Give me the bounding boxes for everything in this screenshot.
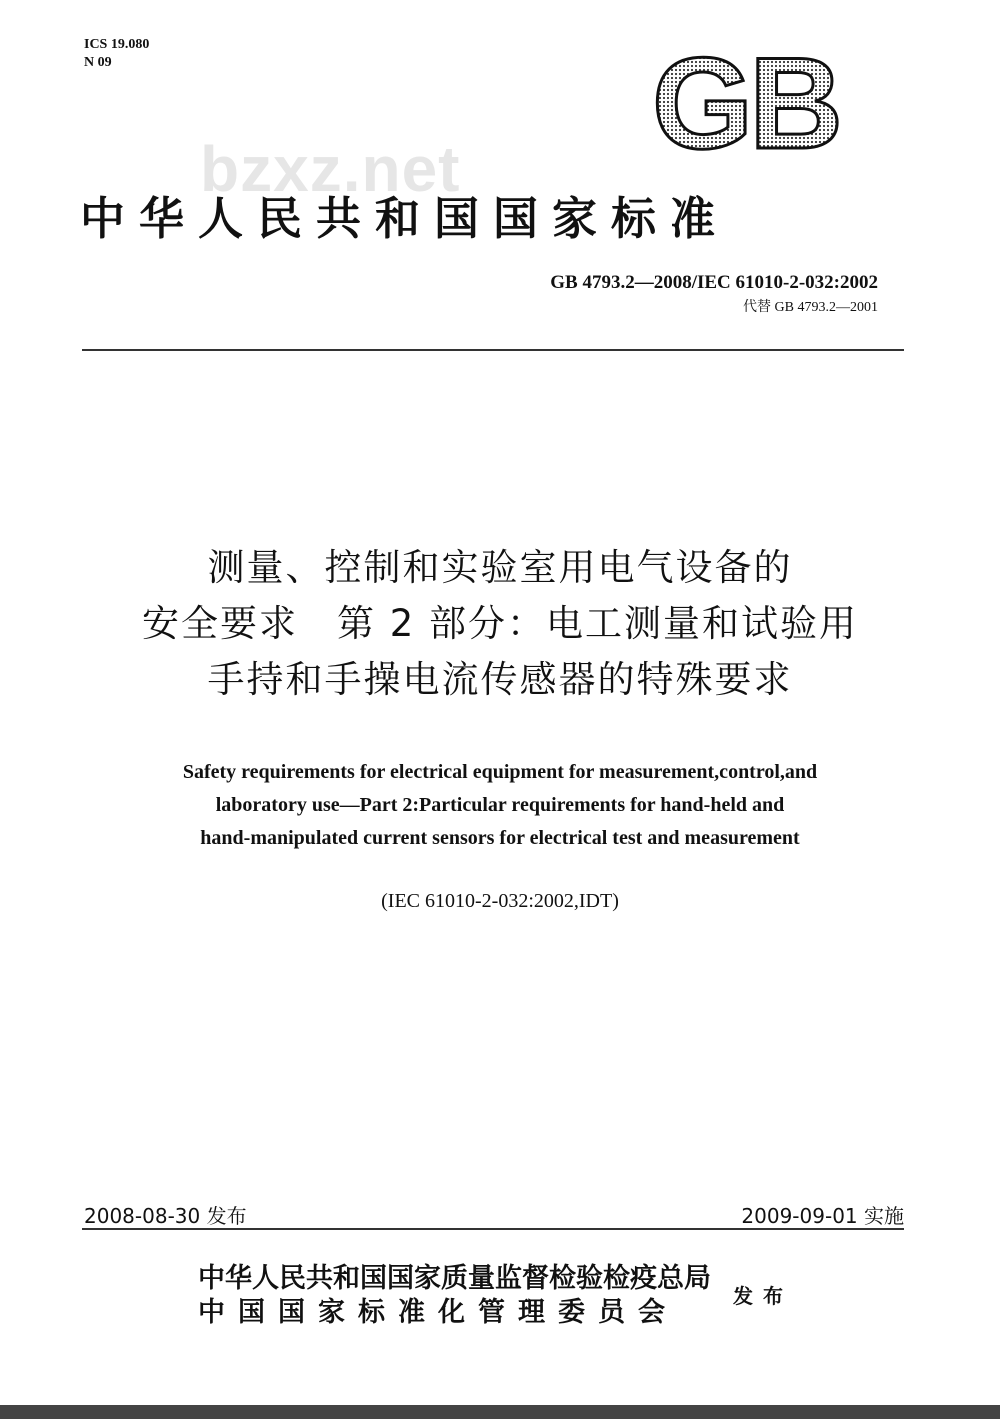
issue-date: 2008-08-30 发布 <box>84 1204 247 1228</box>
equivalence-note: (IEC 61010-2-032:2002,IDT) <box>381 890 619 912</box>
issuing-authorities <box>198 1262 711 1330</box>
english-title-line: Safety requirements for electrical equipment for measurement,control,and <box>182 761 818 783</box>
publish-label: 发布 <box>733 1284 793 1308</box>
issuer-sac: 中国国家标准化管理委员会 <box>198 1297 678 1328</box>
chinese-title-line: 安全要求 第 2 部分：电工测量和试验用 <box>141 602 859 645</box>
chinese-title <box>0 540 1000 708</box>
ics-code: ICS 19.080 <box>84 37 150 52</box>
english-title-line: hand-manipulated current sensors for electrical test and measurement <box>200 827 800 849</box>
top-divider <box>82 349 904 351</box>
implement-date: 2009-09-01 实施 <box>741 1204 904 1228</box>
chinese-title-line: 手持和手操电流传感器的特殊要求 <box>207 658 793 701</box>
ccs-code: N 09 <box>84 55 112 70</box>
standard-number: GB 4793.2—2008/IEC 61010-2-032:2002 <box>550 272 878 293</box>
english-title <box>0 756 1000 855</box>
page-bottom-bar <box>0 1405 1000 1419</box>
replaces-standard: 代替 GB 4793.2—2001 <box>743 300 878 315</box>
watermark: bzxz.net <box>200 133 461 205</box>
chinese-title-line: 测量、控制和实验室用电气设备的 <box>207 546 793 589</box>
bottom-divider <box>82 1228 904 1230</box>
classification-codes <box>84 36 149 72</box>
english-title-line: laboratory use—Part 2:Particular requirements for hand-held and <box>215 794 785 816</box>
gb-logo <box>650 48 850 154</box>
issuer-aqsiq: 中华人民共和国国家质量监督检验检疫总局 <box>198 1263 711 1294</box>
standard-number-block <box>550 272 878 316</box>
national-standard-title: 中华人民共和国国家标准 <box>80 192 730 245</box>
gb-logo-text: GB <box>652 48 839 154</box>
